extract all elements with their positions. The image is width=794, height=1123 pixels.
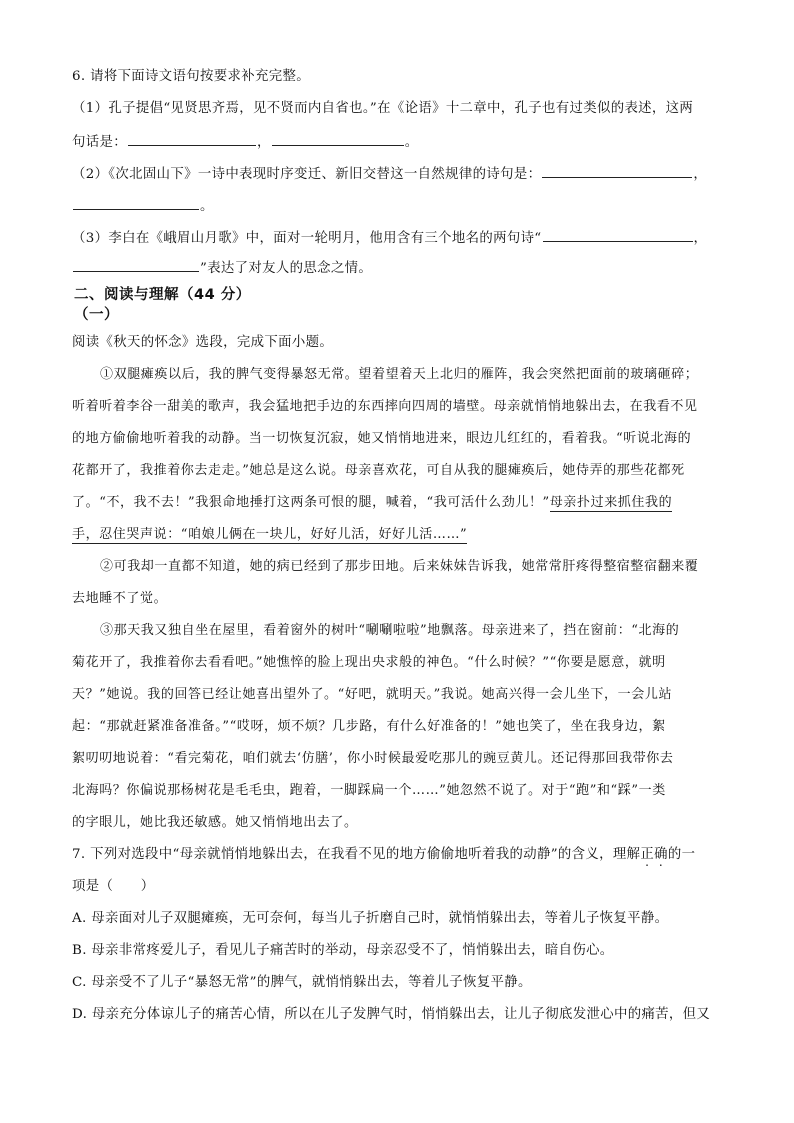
passage-line: ③那天我又独自坐在屋里，看着窗外的树叶“唰唰啦啦”地飘落。母亲进来了，挡在窗前：“北海的 — [100, 623, 680, 638]
passage-text: 了。“不，我不去！”我狠命地捶打这两条可恨的腿，喊着，“我可活什么劲儿！” — [72, 495, 550, 510]
passage-line: 北海吗？你偏说那杨树花是毛毛虫，跑着，一脚踩扁一个……”她忽然不说了。对于“跑”和“踩”一类 — [72, 783, 666, 798]
q6-stem: 6. 请将下面诗文语句按要求补充完整。 — [72, 69, 310, 84]
comma: ， — [256, 135, 271, 150]
q6-part2-line1 — [72, 164, 707, 184]
q7-option-b[interactable]: B. 母亲非常疼爱儿子，看见儿子痛苦时的举动，母亲忍受不了，悄悄躲出去，暗自伤心。 — [72, 943, 614, 958]
passage-line: 花都开了，我推着你去走走。”她总是这么说。母亲喜欢花，可自从我的腿瘫痪后，她侍弄的那些花都死 — [72, 463, 685, 478]
emphasis-char: 确 — [654, 847, 668, 862]
passage-line: 菊花开了，我推着你去看看吧。”她憔悴的脸上现出央求般的神色。“什么时候？”“你要是愿意，就明 — [72, 655, 666, 670]
q7-stem-line2: 项是（ ） — [72, 879, 155, 894]
answer-blank[interactable] — [272, 132, 404, 146]
passage-line: 的地方偷偷地听着我的动静。当一切恢复沉寂，她又悄悄地进来，眼边儿红红的，看着我。“听说北海的 — [72, 431, 692, 446]
passage-line: 听着听着李谷一甜美的歌声，我会猛地把手边的东西摔向四周的墙壁。母亲就悄悄地躲出去，在我看不见 — [72, 399, 698, 414]
q6-part2-text: （2）《次北固山下》一诗中表现时序变迁、新旧交替这一自然规律的诗句是： — [72, 167, 542, 182]
q7-stem-text: 的一 — [667, 847, 696, 862]
passage-line: 起：“那就赶紧准备准备。”“哎呀，烦不烦？几步路，有什么好准备的！”她也笑了，坐在我身边，絮 — [72, 719, 666, 734]
q7-option-c[interactable]: C. 母亲受不了儿子“暴怒无常”的脾气，就悄悄躲出去，等着儿子恢复平静。 — [72, 975, 532, 990]
passage-line: 天？”她说。我的回答已经让她喜出望外了。“好吧，就明天。”我说。她高兴得一会儿坐下，一会儿站 — [72, 687, 673, 702]
q7-option-a[interactable]: A. 母亲面对儿子双腿瘫痪，无可奈何，每当儿子折磨自己时，就悄悄躲出去，等着儿子恢复平静。 — [72, 911, 669, 926]
underlined-sentence: 母亲扑过来抓住我的 — [549, 495, 673, 510]
q6-part1-line2 — [72, 132, 418, 152]
answer-blank[interactable] — [73, 196, 199, 210]
q6-part3-line1 — [72, 228, 707, 248]
q7-stem — [72, 846, 695, 864]
q6-part3-tail: ”表达了对友人的思念之情。 — [200, 261, 373, 276]
period: 。 — [200, 199, 214, 214]
q6-part2-line2 — [72, 196, 214, 216]
reading-intro: 阅读《秋天的怀念》选段，完成下面小题。 — [72, 335, 334, 350]
q6-part1-lead: 句话是： — [72, 135, 127, 150]
passage-line: ②可我却一直都不知道，她的病已经到了那步田地。后来妹妹告诉我，她常常肝疼得整宿整宿翻来覆 — [100, 559, 699, 574]
subsection-title: （一） — [74, 307, 119, 323]
passage-line: 絮叨叨地说着：“看完菊花，咱们就去‘仿膳’，你小时候最爱吃那儿的豌豆黄儿。还记得那回我带你去 — [72, 751, 674, 766]
section-title: 二、阅读与理解（44 分） — [74, 287, 251, 303]
q7-option-d[interactable]: D. 母亲充分体谅儿子的痛苦心情，所以在儿子发脾气时，悄悄躲出去，让儿子彻底发泄心中的痛苦，但又 — [72, 1007, 711, 1022]
passage-line — [72, 494, 672, 512]
q6-part3-text: （3）李白在《峨眉山月歌》中，面对一轮明月，他用含有三个地名的两句诗“ — [72, 231, 542, 246]
answer-blank[interactable] — [128, 132, 256, 146]
passage-line — [72, 526, 467, 544]
q6-part3-line2 — [72, 258, 372, 278]
passage-line: ①双腿瘫痪以后，我的脾气变得暴怒无常。望着望着天上北归的雁阵，我会突然把面前的玻璃砸碎； — [100, 367, 699, 382]
answer-blank[interactable] — [73, 258, 199, 272]
answer-blank[interactable] — [542, 164, 692, 178]
passage-line: 的字眼儿，她比我还敏感。她又悄悄地出去了。 — [72, 815, 358, 830]
emphasis-char: 正 — [640, 847, 655, 862]
underlined-sentence: 手，忍住哭声说：“咱娘儿俩在一块儿，好好儿活，好好儿活……” — [72, 527, 468, 542]
comma: ， — [693, 167, 708, 182]
comma: ， — [693, 231, 708, 246]
answer-blank[interactable] — [543, 228, 693, 242]
period: 。 — [404, 135, 419, 150]
q6-part1-line1: （1）孔子提倡“见贤思齐焉，见不贤而内自省也。”在《论语》十二章中，孔子也有过类似的表述，这两 — [72, 101, 694, 116]
q7-stem-text: 7. 下列对选段中“母亲就悄悄地躲出去，在我看不见的地方偷偷地听着我的动静”的含义，理解 — [72, 847, 641, 862]
passage-line: 去地睡不了觉。 — [72, 591, 168, 606]
